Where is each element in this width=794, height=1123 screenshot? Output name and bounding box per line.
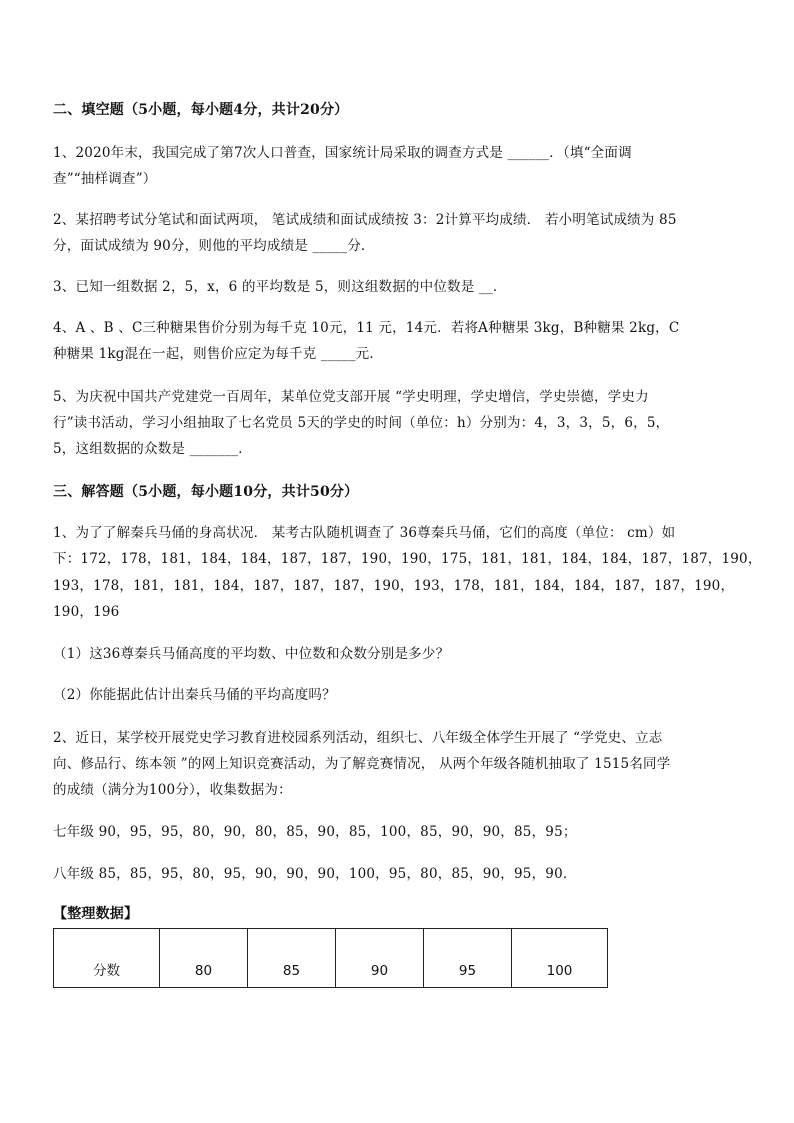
section-2-heading: 二、填空题（5小题，每小题4分，共计20分） — [53, 102, 349, 118]
question-2-5-line-2: 行”读书活动，学习小组抽取了七名党员 5天的学史的时间（单位：h）分别为：4，3，3，5，6，5， — [53, 415, 670, 431]
question-2-4-line-2: 种糖果 1kg混在一起，则售价应定为每千克 _____元． — [53, 346, 384, 362]
section-3-heading: 三、解答题（5小题，每小题10分，共计50分） — [53, 484, 359, 500]
question-3-2-line-1: 2、近日，某学校开展党史学习教育进校园系列活动，组织七、八年级全体学生开展了 “学党史、立志 — [53, 730, 663, 746]
table-score-cell: 95 — [424, 929, 512, 988]
question-3-1-line-3: 193，178，181，181，184，187，187，187，190，193，178，181，184，184，187，187，190， — [53, 578, 735, 594]
question-3-1-line-4: 190，196 — [53, 604, 120, 620]
table-row — [54, 929, 608, 988]
table-score-cell: 80 — [160, 929, 248, 988]
question-2-3-line-1: 3、已知一组数据 2，5，x，6 的平均数是 5，则这组数据的中位数是 __． — [53, 279, 507, 295]
score-frequency-table — [53, 928, 608, 988]
question-3-2-line-3: 的成绩（满分为100分），收集数据为： — [53, 782, 292, 798]
question-2-5-line-1: 5、为庆祝中国共产党建党一百周年，某单位党支部开展 “学史明理，学史增信，学史崇德，学史力 — [53, 389, 649, 405]
question-2-1-line-2: 查”“抽样调查”） — [53, 171, 157, 187]
question-3-2-line-2: 向、修品行、练本领 ”的网上知识竞赛活动，为了解竞赛情况， 从两个年级各随机抽取了 1515名同学 — [53, 756, 671, 772]
question-3-1-line-1: 1、为了了解秦兵马俑的身高状况． 某考古队随机调查了 36尊秦兵马俑，它们的高度（单位： cm）如 — [53, 525, 676, 541]
question-2-5-line-3: 5，这组数据的众数是 _______． — [53, 441, 252, 457]
table-header-cell: 分数 — [54, 929, 160, 988]
organize-data-tag: 【整理数据】 — [53, 906, 139, 922]
table-score-cell: 90 — [336, 929, 424, 988]
question-3-1-sub-2: （2）你能据此估计出秦兵马俑的平均高度吗？ — [53, 687, 336, 703]
question-3-1-line-2: 下：172，178，181，184，184，187，187，190，190，175，181，181，184，184，187，187，190， — [53, 551, 762, 567]
table-score-cell: 85 — [248, 929, 336, 988]
question-2-4-line-1: 4、A 、B 、C三种糖果售价分别为每千克 10元，11 元，14元．若将A种糖果 3kg，B种糖果 2kg，C — [53, 320, 680, 336]
question-2-2-line-2: 分，面试成绩为 90分，则他的平均成绩是 _____分． — [53, 238, 375, 254]
grade-8-data: 八年级 85，85，95，80，95，90，90，90，100，95，80，85，90，95，90． — [53, 866, 577, 882]
table-score-cell: 100 — [512, 929, 608, 988]
question-3-1-sub-1: （1）这36尊秦兵马俑高度的平均数、中位数和众数分别是多少？ — [53, 646, 450, 662]
grade-7-data: 七年级 90，95，95，80，90，80，85，90，85，100，85，90，90，85，95； — [53, 824, 577, 840]
question-2-1-line-1: 1、2020年末，我国完成了第7次人口普查，国家统计局采取的调查方式是 ______．（填“全面调 — [53, 145, 632, 161]
question-2-2-line-1: 2、某招聘考试分笔试和面试两项， 笔试成绩和面试成绩按 3：2计算平均成绩． 若小明笔试成绩为 85 — [53, 212, 677, 228]
